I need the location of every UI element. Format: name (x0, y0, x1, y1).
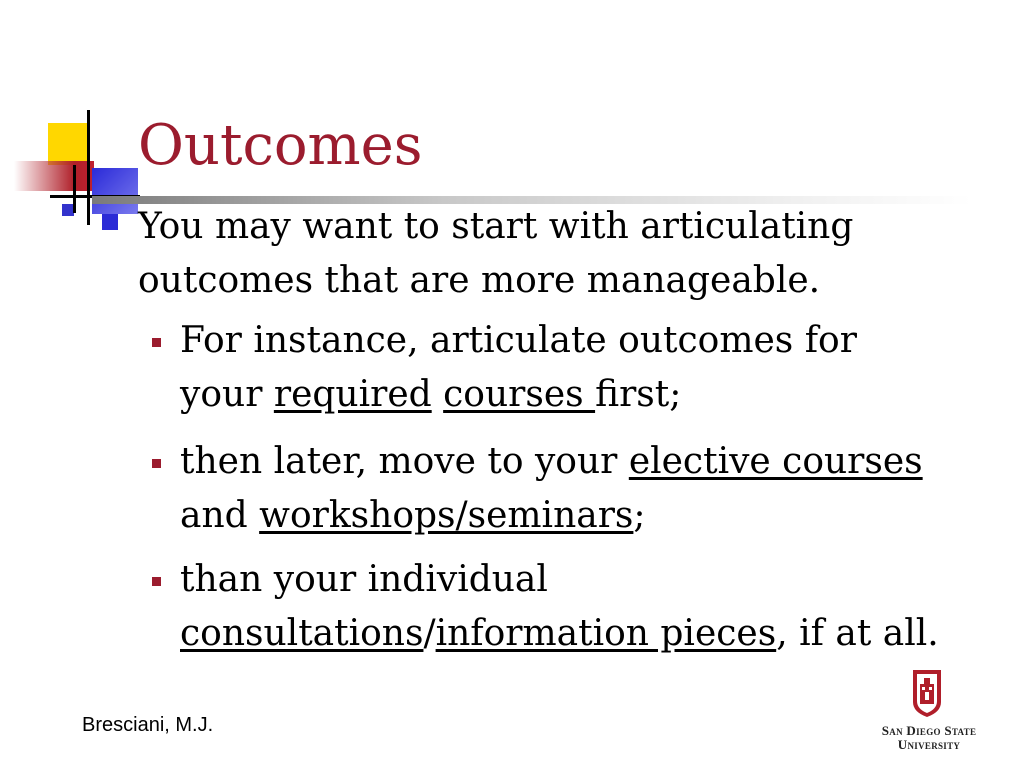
underlined-courses: courses (443, 374, 596, 415)
footer-author: Bresciani, M.J. (82, 714, 214, 736)
sub-bullet-1-end: first; (595, 374, 682, 415)
underlined-elective-courses: elective courses (628, 441, 923, 482)
main-bullet-text: You may want to start with articulating outcomes that are more manageable. (138, 206, 854, 301)
sub-bullet-3-end: , if at all. (776, 613, 939, 654)
logo-line-2: University (897, 737, 961, 752)
deco-vertical-line-short (73, 165, 76, 213)
sub-bullet-3 (180, 553, 940, 661)
sub-bullet-2-end: ; (633, 495, 646, 536)
deco-yellow-square (48, 123, 90, 165)
bullet-square-icon (102, 214, 118, 230)
underlined-information-pieces: information pieces (435, 613, 777, 654)
underlined-consultations: consultations (180, 613, 424, 654)
deco-blue-square (92, 168, 138, 214)
sub-bullet-1 (180, 314, 940, 422)
sub-bullet-2-text: then later, move to your (180, 441, 629, 482)
sub-bullet-square-icon (152, 338, 161, 347)
underlined-required: required (273, 374, 432, 415)
logo-text (864, 724, 994, 752)
sdsu-seal-icon (911, 668, 943, 718)
university-logo (864, 668, 994, 758)
sub-bullet-3-text: than your individual (180, 559, 548, 600)
sub-bullet-3-slash: / (423, 613, 436, 654)
sub-bullet-1-text: For instance, articulate outcomes for your (180, 320, 857, 415)
underlined-workshops-seminars: workshops/seminars (259, 495, 634, 536)
sub-bullet-2 (180, 435, 940, 543)
sub-bullet-1-space (432, 374, 443, 415)
sub-bullet-2-and: and (180, 495, 260, 536)
deco-vertical-line (87, 110, 90, 225)
sub-bullet-square-icon (152, 459, 161, 468)
sub-bullet-square-icon (152, 577, 161, 586)
logo-line-1: San Diego State (881, 723, 977, 738)
slide-title: Outcomes (138, 113, 423, 178)
deco-red-bar (14, 161, 94, 191)
